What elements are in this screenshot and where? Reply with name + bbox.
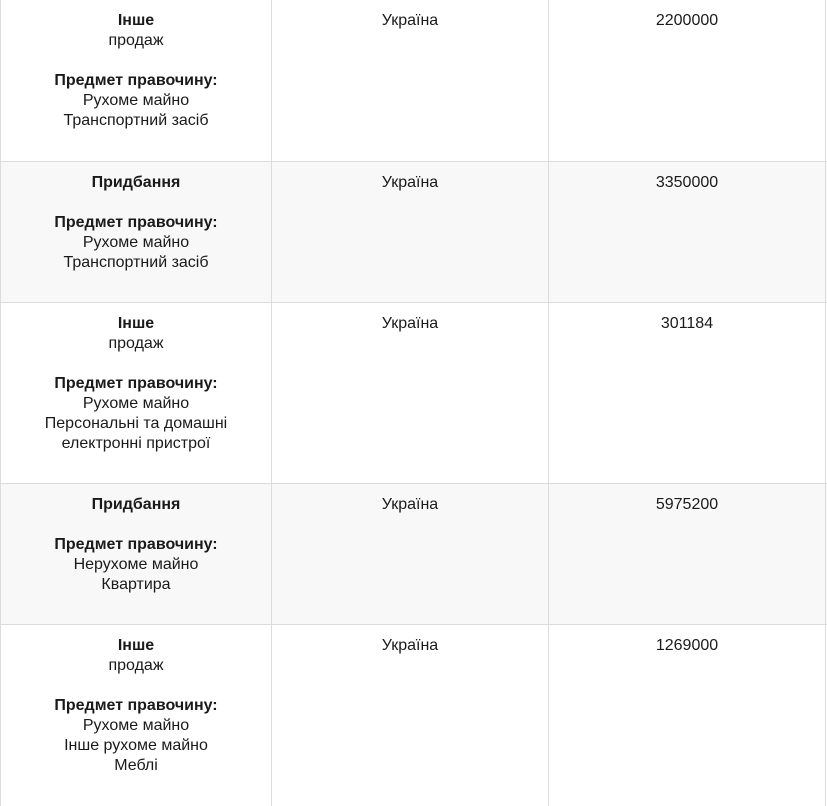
subject-line: електронні пристрої (61, 435, 211, 452)
amount-cell: 1269000 (549, 625, 826, 806)
transaction-subtype: продаж (108, 335, 164, 352)
transaction-type: Інше (117, 12, 155, 29)
subject-line: Рухоме майно (82, 92, 190, 109)
subject-label: Предмет правочину: (54, 536, 218, 553)
transaction-description-cell (0, 484, 272, 624)
amount-cell: 3350000 (549, 162, 826, 302)
table-row (0, 483, 827, 624)
subject-line: Рухоме майно (82, 234, 190, 251)
subject-label: Предмет правочину: (54, 697, 218, 714)
subject-line: Нерухоме майно (73, 556, 199, 573)
country-cell: Україна (272, 0, 549, 161)
table-row (0, 0, 827, 161)
subject-line: Рухоме майно (82, 395, 190, 412)
subject-line: Квартира (101, 576, 171, 593)
transaction-description-cell (0, 162, 272, 302)
transaction-subtype: продаж (108, 32, 164, 49)
country-cell: Україна (272, 484, 549, 624)
subject-label: Предмет правочину: (54, 214, 218, 231)
table-row (0, 302, 827, 483)
transaction-type: Придбання (91, 174, 181, 191)
transaction-type: Інше (117, 637, 155, 654)
subject-line: Меблі (114, 757, 158, 774)
country-cell: Україна (272, 162, 549, 302)
subject-line: Транспортний засіб (63, 112, 209, 129)
table-row (0, 624, 827, 806)
subject-label: Предмет правочину: (54, 72, 218, 89)
table-row (0, 161, 827, 302)
transaction-description-cell (0, 0, 272, 161)
amount-cell: 2200000 (549, 0, 826, 161)
transaction-description-cell (0, 625, 272, 806)
country-cell: Україна (272, 303, 549, 483)
transaction-type: Інше (117, 315, 155, 332)
country-cell: Україна (272, 625, 549, 806)
subject-line: Транспортний засіб (63, 254, 209, 271)
transaction-description-cell (0, 303, 272, 483)
transaction-type: Придбання (91, 496, 181, 513)
subject-line: Персональні та домашні (44, 415, 228, 432)
transaction-subtype: продаж (108, 657, 164, 674)
subject-label: Предмет правочину: (54, 375, 218, 392)
amount-cell: 5975200 (549, 484, 826, 624)
subject-line: Рухоме майно (82, 717, 190, 734)
amount-cell: 301184 (549, 303, 826, 483)
subject-line: Інше рухоме майно (64, 737, 208, 754)
